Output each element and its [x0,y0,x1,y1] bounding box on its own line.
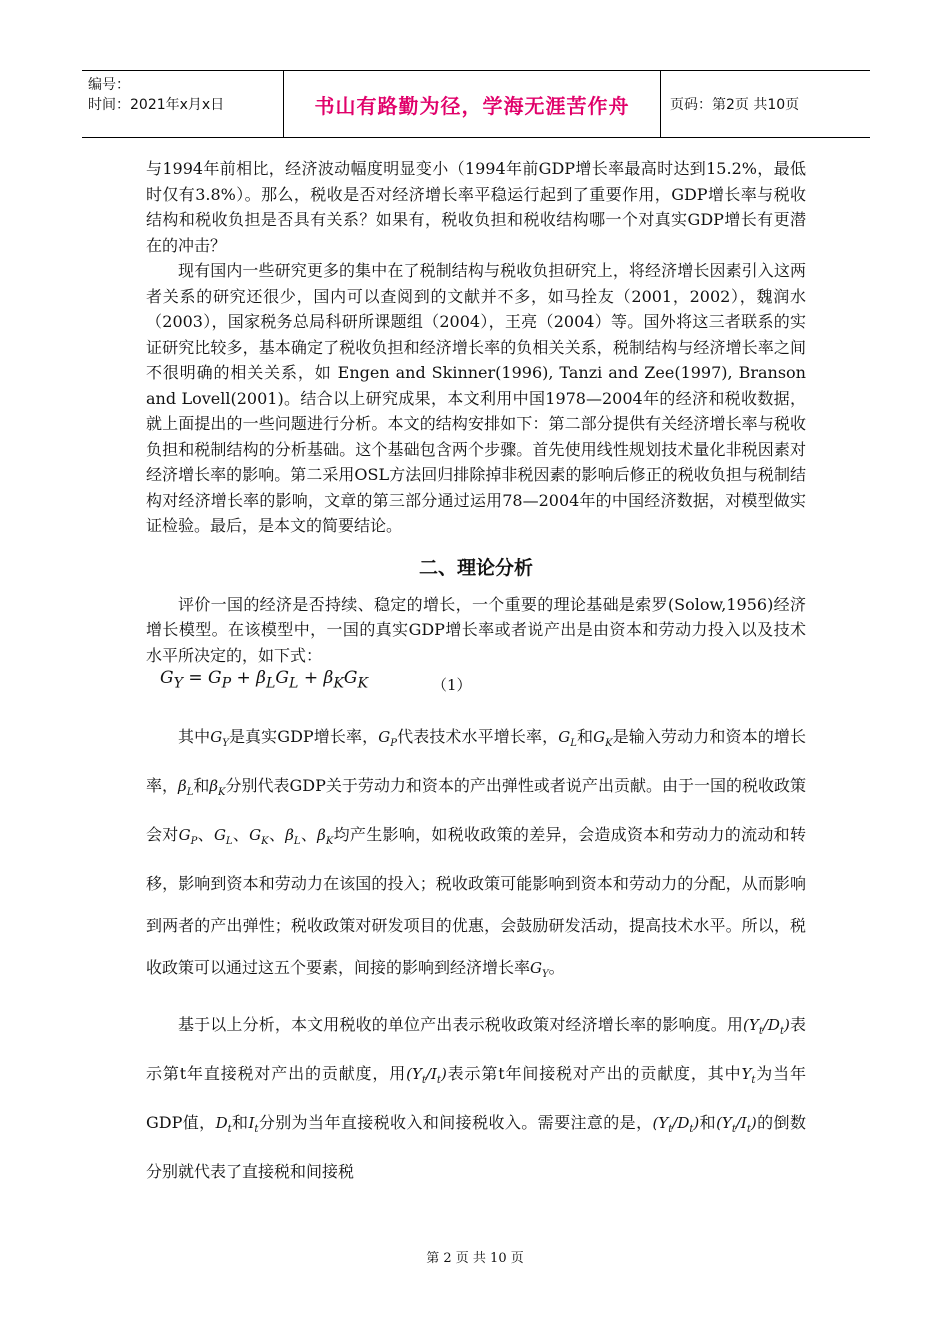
page-footer: 第 2 页 共 10 页 [426,1251,524,1266]
document-body [146,156,806,1193]
page-header [82,70,870,138]
paragraph-2: 现有国内一些研究更多的集中在了税制结构与税收负担研究上，将经济增长因素引入这两者关系的研究还很少，国内可以查阅到的文献并不多，如马拴友（2001，2002），魏润水（2003），国家税务总局科研所课题组（2004），王亮（2004）等。国外将这三者联系的实证研究比较多，基本确定了税收负担和经济增长率的负相关关系，税制结构与经济增长率之间不很明确的相关关系，如 Engen and Skinner(1996), Tanzi and Zee(1997), Branson and Lovell(2001)。结合以上研究成果，本文利用中国1978—2004年的经济和税收数据，就上面提出的一些问题进行分析。本文的结构安排如下：第二部分提供有关经济增长率与税收负担和税制结构的分析基础。这个基础包含两个步骤。首先使用线性规划技术量化非税因素对经济增长率的影响。第二采用OSL方法回归排除掉非税因素的影响后修正的税收负担与税制结构对经济增长率的影响，文章的第三部分通过运用78—2004年的中国经济数据，对模型做实证检验。最后，是本文的简要结论。 [146,261,806,535]
section-title: 二、理论分析 [418,556,533,579]
equation-1 [146,668,806,702]
paragraph-1: 与1994年前相比，经济波动幅度明显变小（1994年前GDP增长率最高时达到15.2%，最低时仅有3.8%）。那么，税收是否对经济增长率平稳运行起到了重要作用，GDP增长率与税收结构和税收负担是否具有关系？如果有，税收负担和税收结构哪一个对真实GDP增长有更潜在的冲击？ [146,159,806,255]
paragraph-5: 基于以上分析，本文用税收的单位产出表示税收政策对经济增长率的影响度。用$(Y_t/D_t)$表示第t年直接税对产出的贡献度，用$(Y_t/I_t)$表示第t年间接税对产出的贡献度，其中$Y_t$为当年GDP值，$D_t$和$I_t$分别为当年直接税收入和间接税收入。需要注意的是，$(Y_t/D_t)$和$(Y_t/I_t)$的倒数分别就代表了直接税和间接税 [146,1015,806,1181]
equation-number: （1） [432,676,472,694]
header-motto-cell [283,71,661,137]
paragraph-4: 其中$G_Y$是真实GDP增长率，$G_P$代表技术水平增长率，$G_L$和$G_K$是输入劳动力和资本的增长率，$\beta_L$和$\beta_K$分别代表GDP关于劳动力和资本的产出弹性或者说产出贡献。由于一国的税收政策会对$G_P$、$G_L$、$G_K$、$\beta_L$、$\beta_K$均产生影响，如税收政策的差异，会造成资本和劳动力的流动和转移，影响到资本和劳动力在该国的投入；税收政策可能影响到资本和劳动力的分配，从而影响到两者的产出弹性；税收政策对研发项目的优惠，会鼓励研发活动，提高技术水平。所以，税收政策可以通过这五个要素，间接的影响到经济增长率$G_Y$。 [146,727,806,980]
page-info: 页码：第2页 共10页 [670,97,800,113]
time-label: 时间：2021年x月x日 [88,97,225,113]
header-meta [82,71,282,137]
equation-expression: $G_Y = G_P + \beta_LG_L + \beta_KG_K$ [160,668,369,692]
motto: 书山有路勤为径，学海无涯苦作舟 [314,93,630,118]
number-label: 编号： [88,77,130,93]
paragraph-3: 评价一国的经济是否持续、稳定的增长，一个重要的理论基础是索罗(Solow,1956)经济增长模型。在该模型中，一国的真实GDP增长率或者说产出是由资本和劳动力投入以及技术水平所决定的，如下式： [146,594,806,665]
